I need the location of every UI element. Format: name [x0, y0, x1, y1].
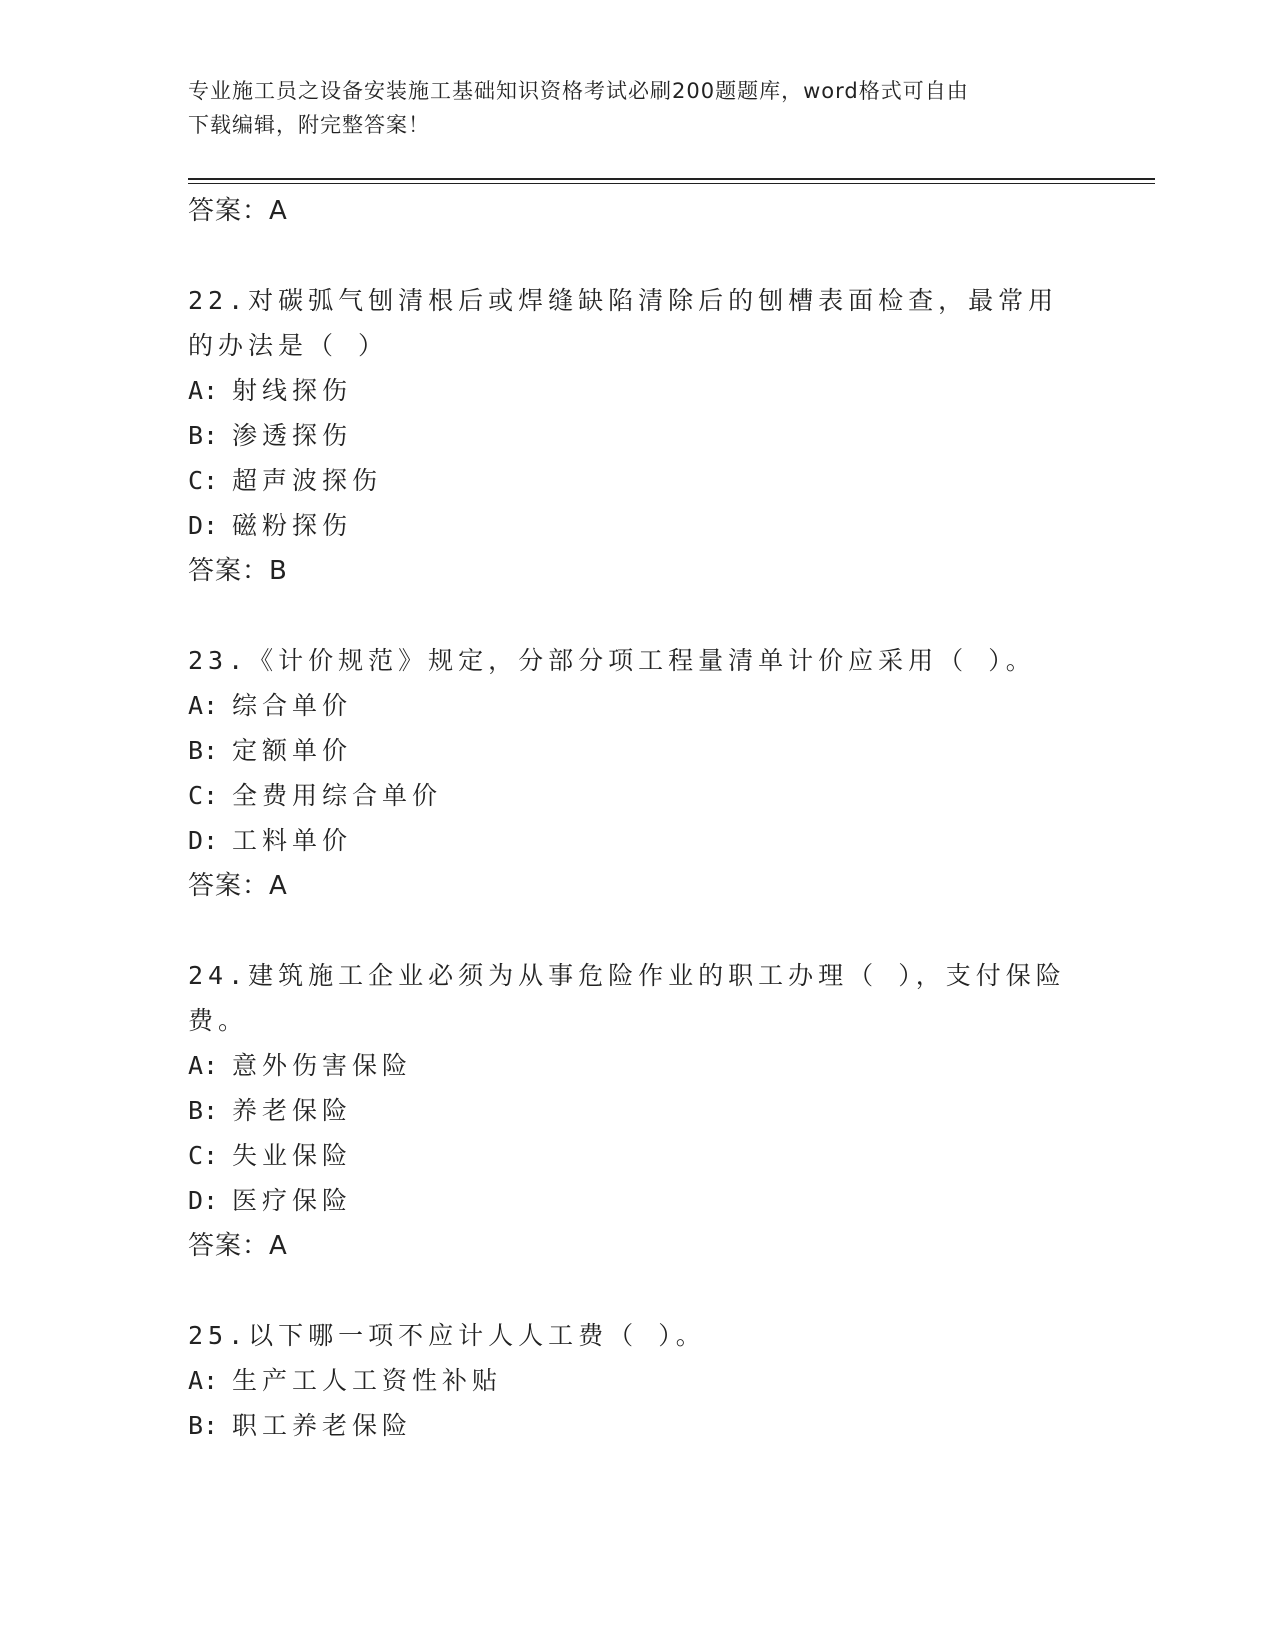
option-letter: D: [188, 1186, 219, 1215]
option-letter: C: [188, 1141, 219, 1170]
question-text: 23.《计价规范》规定，分部分项工程量清单计价应采用（ ）。 [188, 646, 1036, 675]
option-letter: D: [188, 826, 219, 855]
option-d [188, 503, 1088, 548]
question-block [188, 638, 1088, 909]
option-letter: A: [188, 1051, 219, 1080]
option-letter: C: [188, 781, 219, 810]
option-a [188, 683, 1088, 728]
option-text: 射线探伤 [232, 376, 353, 405]
option-c [188, 1133, 1088, 1178]
option-letter: A: [188, 376, 219, 405]
option-a [188, 368, 1088, 413]
option-text: 综合单价 [232, 691, 353, 720]
option-d [188, 818, 1088, 863]
option-b [188, 1088, 1088, 1133]
option-b [188, 413, 1088, 458]
document-header [188, 74, 1068, 142]
question-list [188, 188, 1088, 1448]
option-letter: C: [188, 466, 219, 495]
option-a [188, 1358, 1088, 1403]
option-c [188, 458, 1088, 503]
header-divider-thin [188, 183, 1155, 184]
option-text: 工料单价 [232, 826, 353, 855]
option-letter: A: [188, 691, 219, 720]
option-a [188, 1043, 1088, 1088]
option-b [188, 728, 1088, 773]
option-text: 养老保险 [232, 1096, 353, 1125]
answer-line: 答案：B [188, 556, 288, 586]
option-letter: B: [188, 421, 219, 450]
header-title-line-2: 下载编辑，附完整答案！ [188, 113, 430, 137]
header-divider-thick [188, 178, 1155, 180]
option-text: 生产工人工资性补贴 [232, 1366, 503, 1395]
option-text: 磁粉探伤 [232, 511, 353, 540]
option-letter: B: [188, 1411, 219, 1440]
option-text: 失业保险 [232, 1141, 353, 1170]
option-text: 意外伤害保险 [232, 1051, 413, 1080]
option-letter: B: [188, 736, 219, 765]
option-text: 职工养老保险 [232, 1411, 413, 1440]
option-text: 超声波探伤 [232, 466, 383, 495]
question-block [188, 1313, 1088, 1448]
answer-line: 答案：A [188, 196, 288, 226]
question-text: 24.建筑施工企业必须为从事危险作业的职工办理（ ），支付保险费。 [188, 961, 1066, 1035]
option-b [188, 1403, 1088, 1448]
option-text: 全费用综合单价 [232, 781, 443, 810]
question-block [188, 278, 1088, 594]
option-letter: A: [188, 1366, 219, 1395]
option-c [188, 773, 1088, 818]
option-text: 渗透探伤 [232, 421, 353, 450]
answer-line: 答案：A [188, 1231, 288, 1261]
question-text: 22.对碳弧气刨清根后或焊缝缺陷清除后的刨槽表面检查，最常用的办法是（ ） [188, 286, 1059, 360]
header-title-line-1: 专业施工员之设备安装施工基础知识资格考试必刷200题题库，word格式可自由 [188, 79, 969, 103]
option-text: 医疗保险 [232, 1186, 353, 1215]
option-letter: B: [188, 1096, 219, 1125]
question-text: 25.以下哪一项不应计人人工费（ ）。 [188, 1321, 706, 1350]
option-letter: D: [188, 511, 219, 540]
question-block [188, 953, 1088, 1269]
answer-line: 答案：A [188, 871, 288, 901]
option-d [188, 1178, 1088, 1223]
option-text: 定额单价 [232, 736, 353, 765]
